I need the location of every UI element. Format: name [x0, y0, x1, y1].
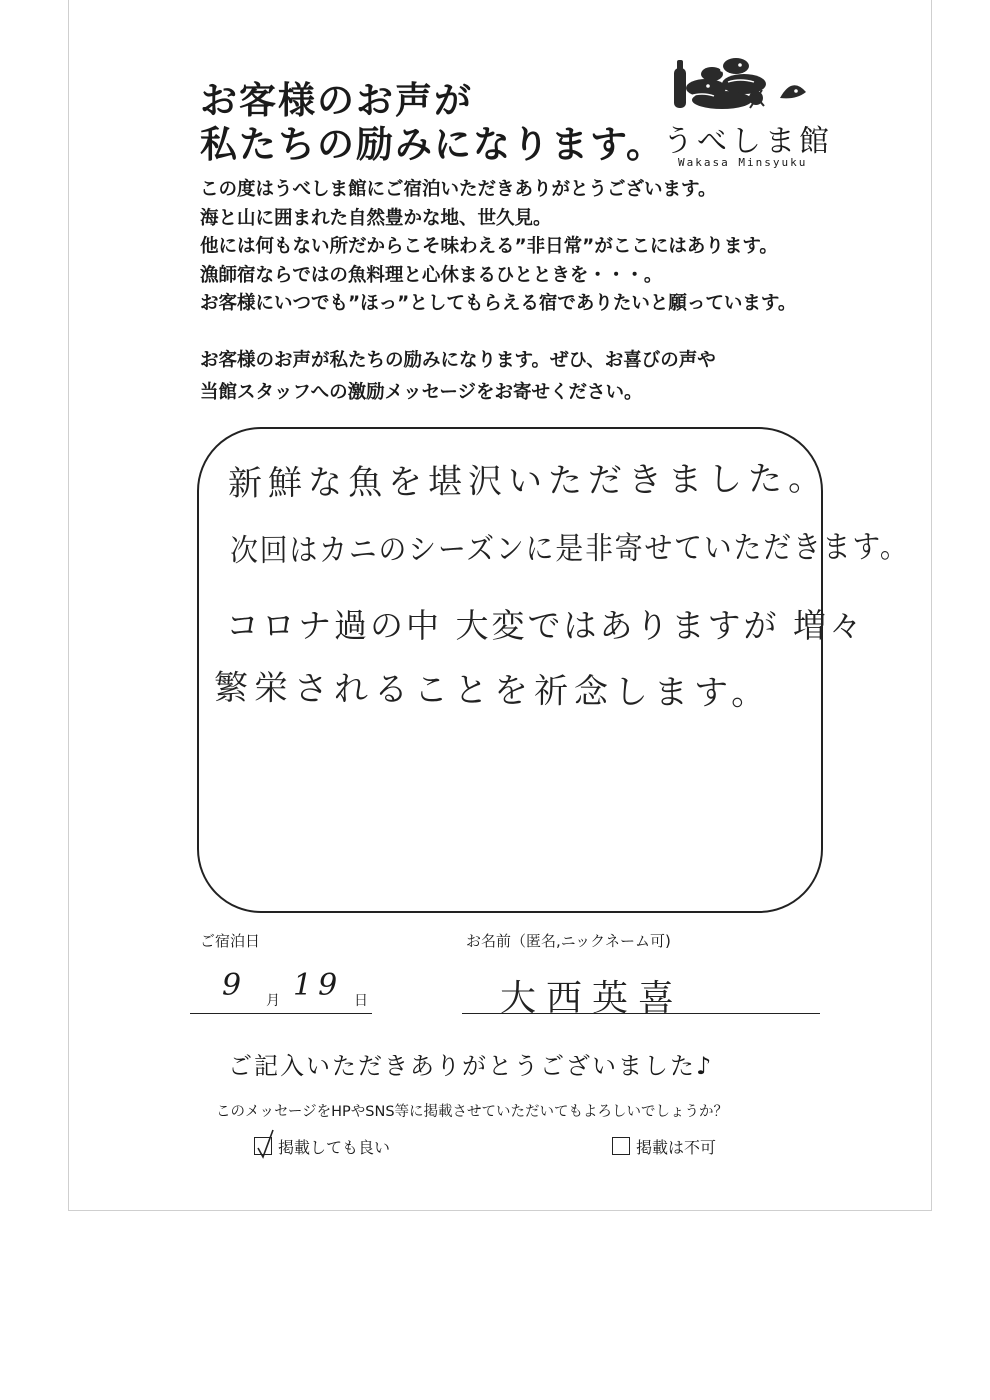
headline-line-2: 私たちの励みになります。 — [200, 123, 666, 166]
appeal-text — [200, 345, 716, 409]
headline-line-1: お客様のお声が — [200, 79, 473, 122]
intro-line: 海と山に囲まれた自然豊かな地、世久見。 — [200, 207, 552, 229]
intro-line: 漁師宿ならではの魚料理と心休まるひとときを・・・。 — [200, 264, 663, 286]
publish-ng-checkbox[interactable] — [612, 1137, 630, 1155]
name-value: 大西英喜 — [500, 978, 685, 1019]
option-publish-ok[interactable] — [254, 1134, 390, 1158]
publish-ok-checkbox[interactable] — [254, 1137, 272, 1155]
intro-line: この度はうべしま館にご宿泊いただきありがとうございます。 — [200, 179, 717, 200]
name-line — [462, 1013, 820, 1014]
intro-line: お客様にいつでも”ほっ”としてもらえる宿でありたいと願っています。 — [200, 293, 797, 314]
stay-month-unit: 月 — [266, 993, 280, 1009]
publish-ok-label: 掲載しても良い — [278, 1137, 391, 1157]
stay-month: 9 — [222, 968, 242, 1003]
appeal-line: 当館スタッフへの激励メッセージをお寄せください。 — [200, 382, 643, 403]
publish-ng-label: 掲載は不可 — [636, 1137, 717, 1157]
intro-line: 他には何もない所だからこそ味わえる”非日常”がここにはあります。 — [200, 236, 778, 257]
stay-date-line — [190, 1013, 372, 1014]
option-publish-ng[interactable] — [612, 1134, 716, 1158]
stay-date-label: ご宿泊日 — [200, 932, 261, 950]
message-line: 繁栄されることを祈念します。 — [213, 668, 772, 714]
message-line: 次回はカニのシーズンに是非寄せていただきます。 — [229, 529, 910, 569]
stay-day-unit: 日 — [354, 993, 368, 1009]
message-line: 新鮮な魚を堪沢いただきました。 — [227, 458, 829, 504]
logo-name: うべしま館 — [663, 124, 833, 159]
stay-day: 19 — [293, 968, 344, 1003]
appeal-line: お客様のお声が私たちの励みになります。ぜひ、お喜びの声や — [200, 350, 716, 371]
thanks-message: ご記入いただきありがとうございました♪ — [228, 1052, 714, 1080]
message-line: コロナ過の中 大変ではありますが 増々 — [226, 606, 865, 645]
publish-question: このメッセージをHPやSNS等に掲載させていただいてもよろしいでしょうか？ — [216, 1104, 729, 1120]
logo-subtitle: Wakasa Minsyuku — [678, 156, 808, 169]
intro-text — [200, 176, 796, 319]
check-mark-icon — [253, 1124, 283, 1160]
name-label: お名前（匿名,ニックネーム可) — [466, 932, 671, 950]
